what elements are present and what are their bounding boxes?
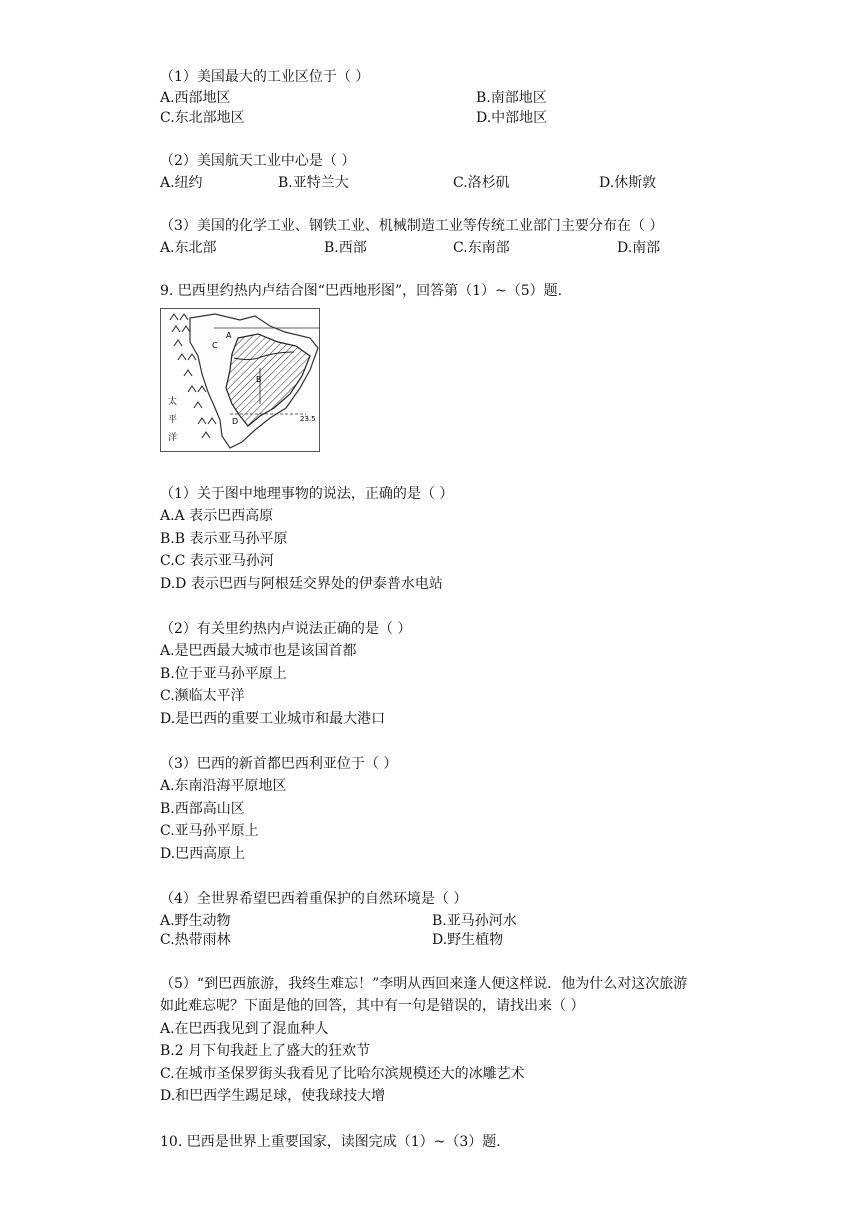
q9-sub5-option-d: D.和巴西学生踢足球，使我球技大增 [160, 1088, 386, 1104]
map-label-latitude: 23.5 [300, 415, 316, 423]
map-label-d: D [232, 417, 239, 426]
q9-sub3-option-b: B.西部高山区 [160, 801, 245, 817]
q8-sub3-option-b: B.西部 [324, 240, 367, 256]
q9-sub5-option-c: C.在城市圣保罗街头我看见了比哈尔滨规模还大的冰雕艺术 [160, 1066, 525, 1082]
q8-sub2-option-c: C.洛杉矶 [453, 175, 510, 191]
q9-sub5-stem-line2: 如此难忘呢？下面是他的回答，其中有一句是错误的，请找出来（ ） [160, 998, 585, 1014]
q9-sub1-option-d: D.D 表示巴西与阿根廷交界处的伊泰普水电站 [160, 576, 443, 592]
brazil-map-graphic [160, 308, 320, 452]
q9-sub5-stem-line1: （5）“到巴西旅游，我终生难忘！”李明从西回来逢人便这样说．他为什么对这次旅游 [160, 976, 688, 992]
q9-sub1-option-a: A.A 表示巴西高原 [160, 508, 274, 524]
map-label-pacific-1: 太 [168, 397, 178, 407]
brazil-terrain-map [160, 308, 320, 452]
q8-sub3-option-d: D.南部 [617, 240, 661, 256]
q9-sub1-option-b: B.B 表示亚马孙平原 [160, 531, 288, 547]
q8-sub3-option-a: A.东北部 [160, 240, 217, 256]
q8-sub1-option-d: D.中部地区 [476, 110, 548, 126]
q9-stem: 9. 巴西里约热内卢结合图“巴西地形图”，回答第（1）~（5）题. [160, 283, 563, 299]
q8-sub1-stem: （1）美国最大的工业区位于（ ） [160, 69, 370, 85]
q9-sub3-stem: （3）巴西的新首都巴西利亚位于（ ） [160, 756, 398, 772]
q9-sub4-option-c: C.热带雨林 [160, 932, 231, 948]
map-label-b: B [256, 375, 262, 384]
q9-sub1-stem: （1）关于图中地理事物的说法，正确的是（ ） [160, 486, 454, 502]
q9-sub1-option-c: C.C 表示亚马孙河 [160, 553, 274, 569]
q9-sub4-option-d: D.野生植物 [432, 932, 504, 948]
map-label-pacific-3: 洋 [168, 433, 178, 443]
q9-sub3-option-c: C.亚马孙平原上 [160, 823, 259, 839]
q8-sub2-option-d: D.休斯敦 [599, 175, 657, 191]
q8-sub1-option-a: A.西部地区 [160, 90, 231, 106]
q9-sub2-stem: （2）有关里约热内卢说法正确的是（ ） [160, 621, 412, 637]
q10-stem: 10. 巴西是世界上重要国家，读图完成（1）~（3）题. [160, 1134, 501, 1150]
q8-sub2-option-a: A.纽约 [160, 175, 203, 191]
q9-sub4-stem: （4）全世界希望巴西着重保护的自然环境是（ ） [160, 891, 468, 907]
q9-sub3-option-a: A.东南沿海平原地区 [160, 778, 287, 794]
map-label-c: C [212, 341, 218, 350]
q9-sub3-option-d: D.巴西高原上 [160, 846, 246, 862]
q9-sub5-option-b: B.2 月下旬我赶上了盛大的狂欢节 [160, 1043, 371, 1059]
q9-sub4-option-a: A.野生动物 [160, 913, 231, 929]
q9-sub2-option-c: C.濒临太平洋 [160, 688, 245, 704]
q8-sub3-stem: （3）美国的化学工业、钢铁工业、机械制造工业等传统工业部门主要分布在（ ） [160, 218, 664, 234]
q8-sub3-option-c: C.东南部 [453, 240, 510, 256]
map-label-pacific-2: 平 [168, 415, 178, 425]
q9-sub2-option-d: D.是巴西的重要工业城市和最大港口 [160, 711, 386, 727]
q8-sub2-option-b: B.亚特兰大 [278, 175, 349, 191]
q8-sub2-stem: （2）美国航天工业中心是（ ） [160, 153, 356, 169]
map-label-a: A [226, 331, 232, 340]
q9-sub2-option-b: B.位于亚马孙平原上 [160, 666, 287, 682]
q9-sub5-option-a: A.在巴西我见到了混血种人 [160, 1021, 329, 1037]
q9-sub2-option-a: A.是巴西最大城市也是该国首都 [160, 643, 357, 659]
q8-sub1-option-c: C.东北部地区 [160, 110, 245, 126]
q9-sub4-option-b: B.亚马孙河水 [432, 913, 517, 929]
q8-sub1-option-b: B.南部地区 [476, 90, 547, 106]
